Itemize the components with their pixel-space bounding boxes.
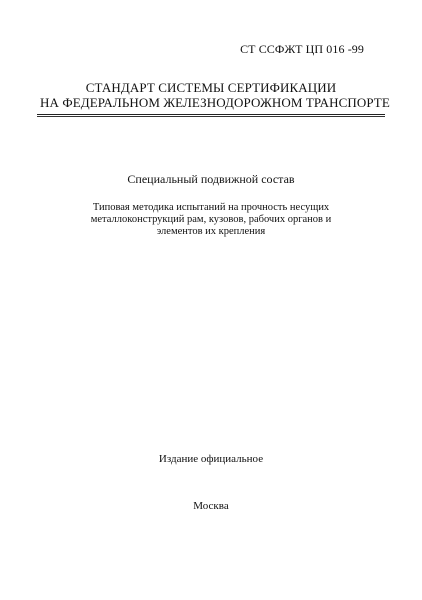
publication-city: Москва bbox=[193, 500, 229, 512]
document-description bbox=[60, 202, 362, 238]
document-subject: Специальный подвижной состав bbox=[127, 172, 295, 186]
standard-header-line-1: СТАНДАРТ СИСТЕМЫ СЕРТИФИКАЦИИ bbox=[85, 80, 337, 95]
standard-header-line-2: НА ФЕДЕРАЛЬНОМ ЖЕЛЕЗНОДОРОЖНОМ ТРАНСПОРТЕ bbox=[40, 95, 390, 110]
document-code: СТ ССФЖТ ЦП 016 -99 bbox=[240, 42, 364, 56]
header-divider-secondary bbox=[37, 116, 385, 117]
standard-header bbox=[40, 80, 390, 110]
header-divider bbox=[37, 114, 385, 115]
description-line-3: элементов их крепления bbox=[156, 226, 266, 237]
edition-label: Издание официальное bbox=[158, 453, 264, 465]
description-line-1: Типовая методика испытаний на прочность несущих bbox=[92, 202, 330, 213]
description-line-2: металлоконструкций рам, кузовов, рабочих органов и bbox=[90, 214, 332, 225]
